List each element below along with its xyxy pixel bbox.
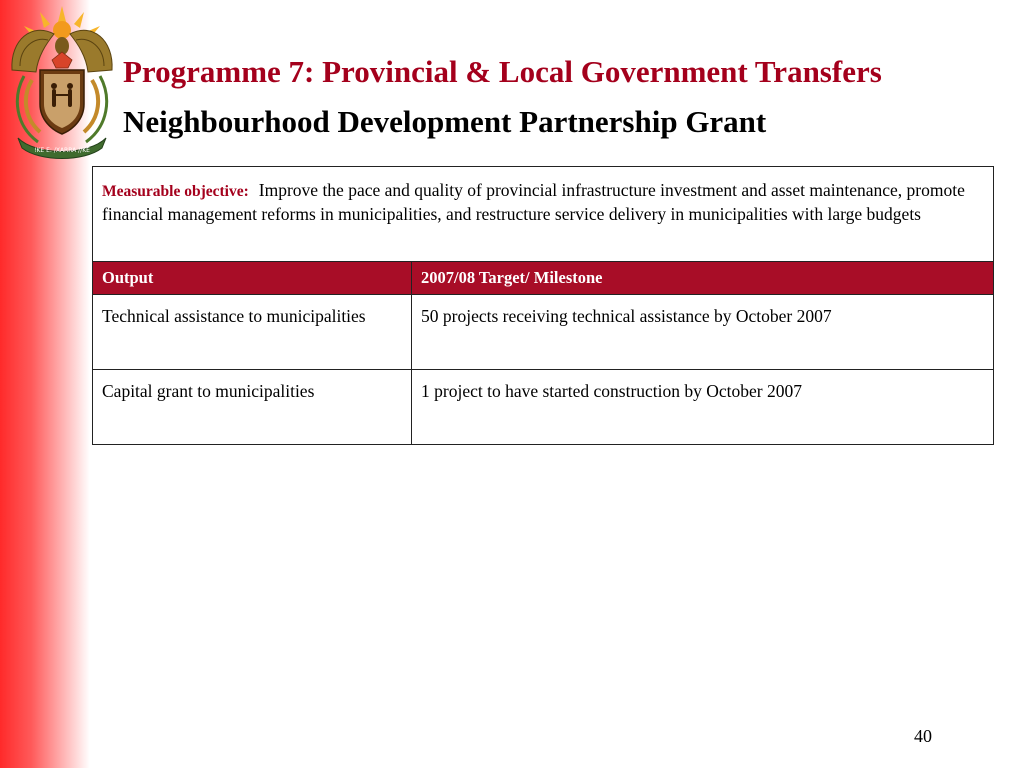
objective-label: Measurable objective: [102, 183, 249, 200]
header-target-milestone: 2007/08 Target/ Milestone [412, 262, 994, 295]
header-output: Output [93, 262, 412, 295]
table-row [93, 295, 994, 370]
table-header-row [93, 262, 994, 295]
objectives-table [92, 166, 994, 445]
objective-cell [93, 167, 994, 262]
target-cell: 1 project to have started construction by October 2007 [412, 370, 994, 445]
table-row [93, 370, 994, 445]
objective-row [93, 167, 994, 262]
objective-text: Improve the pace and quality of provincial infrastructure investment and asset maintenance, promote financial management reforms in municipalities, and restructure service delivery in municipalities with large budgets [102, 180, 965, 224]
slide-subtitle: Neighbourhood Development Partnership Grant [123, 104, 767, 139]
output-cell: Capital grant to municipalities [93, 370, 412, 445]
svg-text:!KE E: /XARRA //KE: !KE E: /XARRA //KE [34, 147, 90, 154]
output-cell: Technical assistance to municipalities [93, 295, 412, 370]
coat-of-arms-logo [2, 0, 122, 160]
slide-title: Programme 7: Provincial & Local Government Transfers [123, 54, 882, 89]
target-cell: 50 projects receiving technical assistance by October 2007 [412, 295, 994, 370]
page-number: 40 [914, 726, 932, 746]
